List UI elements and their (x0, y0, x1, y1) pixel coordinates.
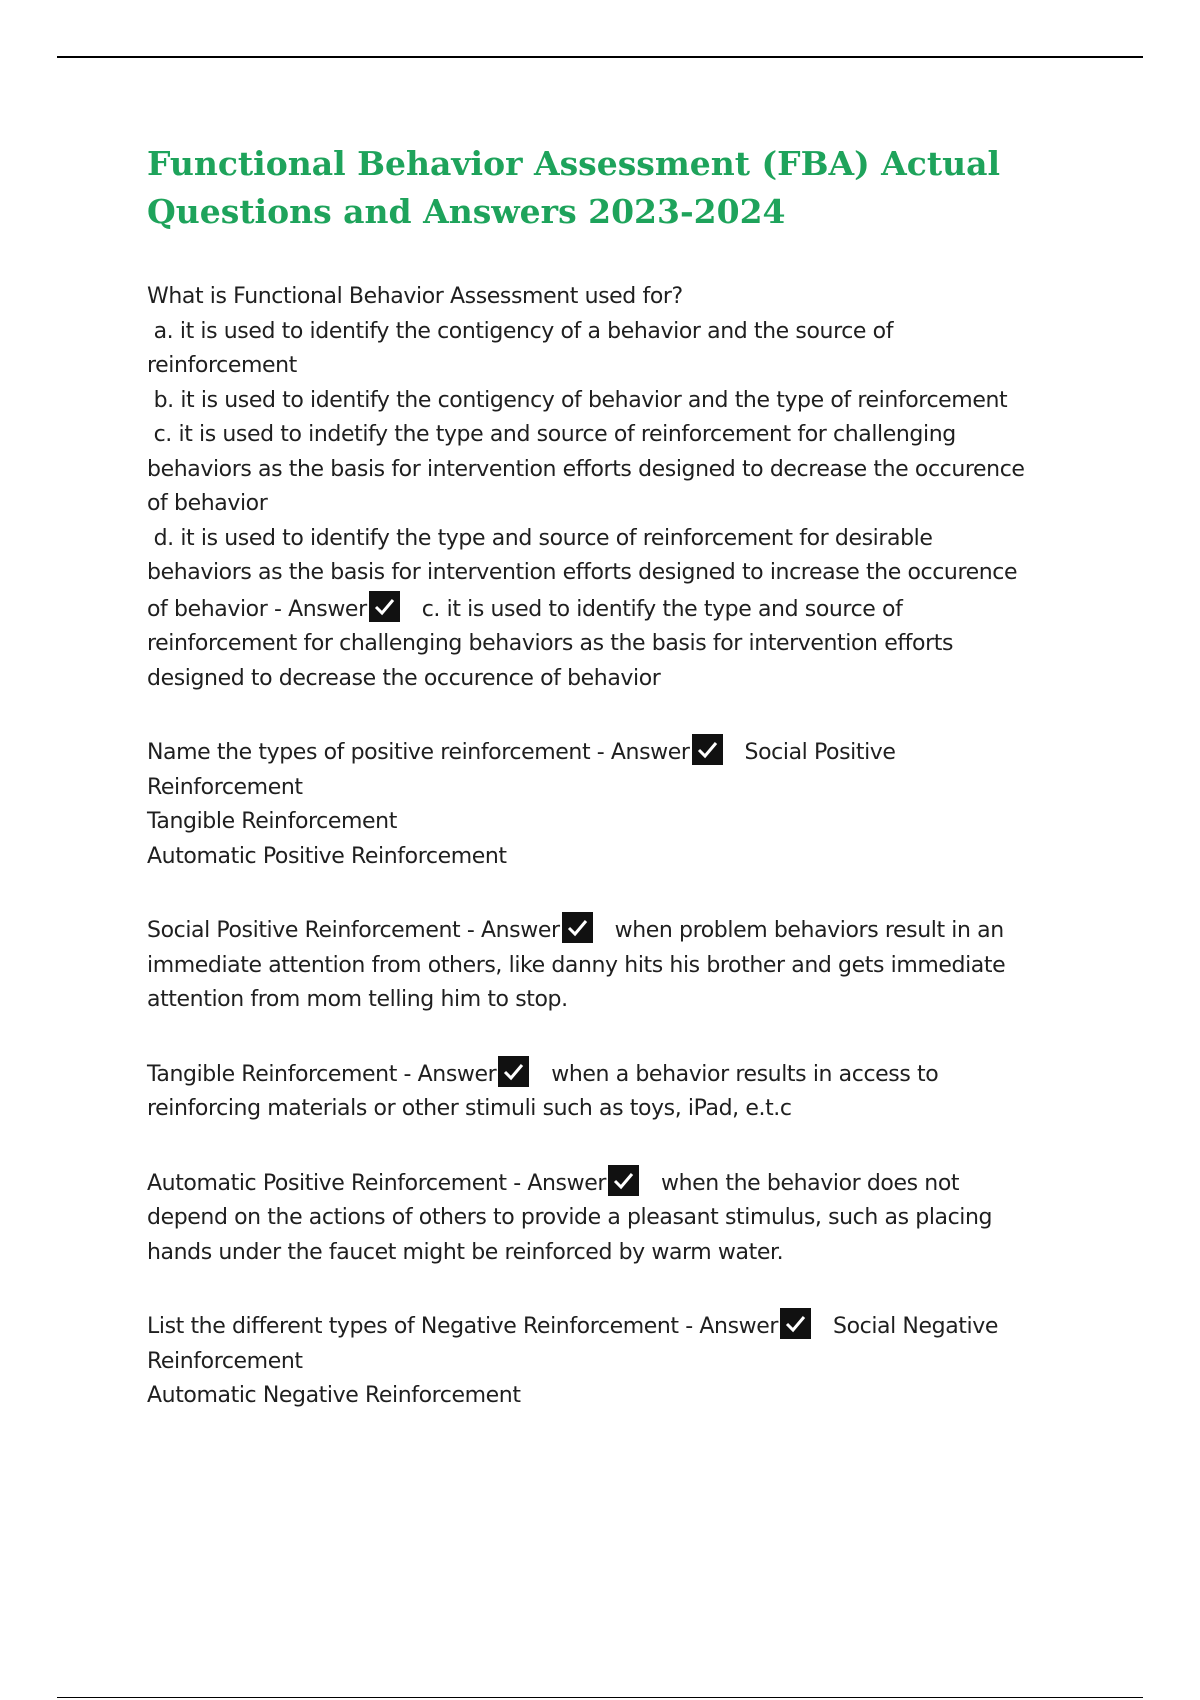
answer-prefix: List the different types of Negative Reinforcement - Answer (147, 1314, 779, 1339)
question-line: behaviors as the basis for intervention efforts designed to increase the occurence (147, 560, 1018, 585)
answer-text: Social Positive (744, 740, 896, 765)
check-box-icon (692, 734, 723, 765)
check-box-icon (780, 1308, 811, 1339)
question-line: b. it is used to identify the contigency of behavior and the type of reinforcement (147, 387, 1008, 413)
answer-line (147, 1056, 1087, 1093)
answer-line: Tangible Reinforcement (147, 809, 397, 834)
question-line: of behavior (147, 491, 268, 516)
question-line: c. it is used to indetify the type and source of reinforcement for challenging (147, 422, 956, 447)
answer-line: Reinforcement (147, 774, 303, 800)
qa-item (147, 734, 1087, 874)
answer-prefix: Tangible Reinforcement - Answer (147, 1061, 497, 1087)
question-line: d. it is used to identify the type and source of reinforcement for desirable (147, 525, 933, 551)
answer-line: Automatic Positive Reinforcement (147, 843, 507, 869)
answer-line: Automatic Negative Reinforcement (147, 1383, 521, 1408)
document-title (147, 140, 1007, 236)
qa-item (147, 1308, 1087, 1414)
document-body (147, 140, 1087, 1452)
answer-prefix: of behavior - Answer (147, 596, 367, 622)
question-line: reinforcement (147, 353, 297, 378)
answer-line: reinforcement for challenging behaviors as the basis for intervention efforts (147, 631, 954, 656)
check-box-icon (498, 1056, 529, 1087)
answer-prefix: Social Positive Reinforcement - Answer (147, 918, 560, 943)
qa-item (147, 1056, 1087, 1127)
answer-text: when problem behaviors result in an (614, 918, 1004, 943)
answer-prefix: Name the types of positive reinforcement - Answer (147, 740, 690, 765)
answer-line: depend on the actions of others to provide a pleasant stimulus, such as placing (147, 1205, 993, 1230)
bottom-rule (57, 1697, 1143, 1698)
answer-line: Reinforcement (147, 1348, 303, 1374)
question-line: behaviors as the basis for intervention efforts designed to decrease the occurence (147, 456, 1025, 482)
answer-line (147, 912, 1087, 949)
answer-line: attention from mom telling him to stop. (147, 987, 568, 1012)
answer-line (147, 1165, 1087, 1202)
answer-text: c. it is used to identify the type and source of (421, 596, 903, 622)
qa-item (147, 280, 1087, 696)
question-line: What is Functional Behavior Assessment used for? (147, 284, 683, 309)
answer-line (147, 734, 1087, 771)
check-box-icon (608, 1165, 639, 1196)
answer-text: when the behavior does not (661, 1170, 960, 1196)
answer-text: when a behavior results in access to (551, 1061, 939, 1087)
question-line: a. it is used to identify the contigency of a behavior and the source of (147, 318, 894, 344)
check-box-icon (562, 912, 593, 943)
answer-line (147, 1308, 1087, 1345)
answer-text: Social Negative (833, 1314, 998, 1339)
qa-item (147, 1165, 1087, 1271)
answer-line: immediate attention from others, like danny hits his brother and gets immediate (147, 952, 1006, 978)
answer-line: hands under the faucet might be reinforced by warm water. (147, 1239, 784, 1265)
check-box-icon (369, 591, 400, 622)
title-line-1: Functional Behavior Assessment (FBA) Actual (147, 144, 1001, 183)
answer-line (147, 591, 1087, 628)
answer-line: reinforcing materials or other stimuli such as toys, iPad, e.t.c (147, 1096, 792, 1121)
title-line-2: Questions and Answers 2023-2024 (147, 192, 786, 231)
answer-line: designed to decrease the occurence of behavior (147, 665, 661, 691)
qa-item (147, 912, 1087, 1018)
top-rule (57, 56, 1143, 58)
answer-prefix: Automatic Positive Reinforcement - Answer (147, 1170, 606, 1196)
